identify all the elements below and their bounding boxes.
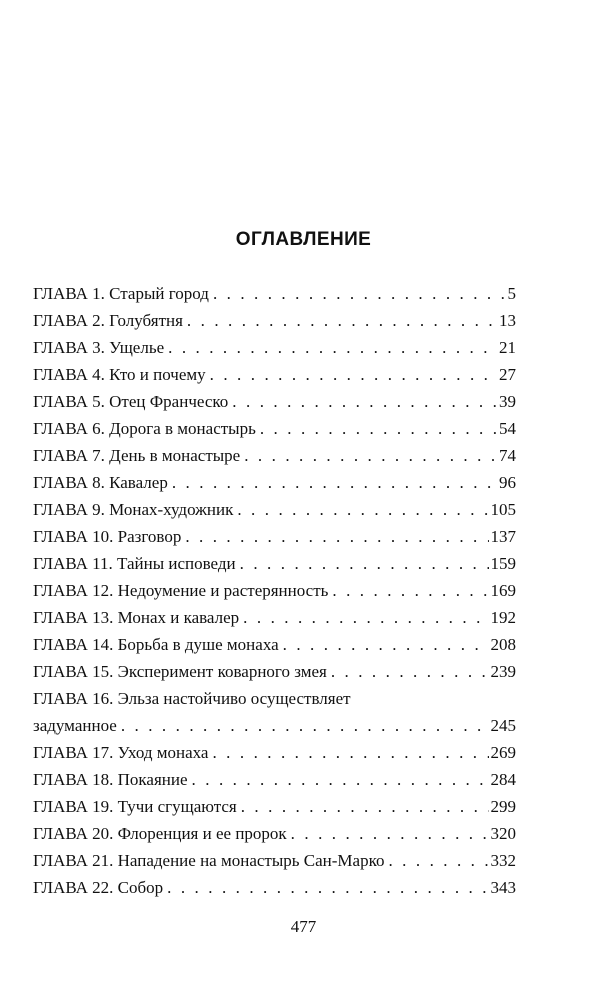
toc-entry-title: ГЛАВА 19. Тучи сгущаются <box>33 797 237 816</box>
toc-entry <box>33 550 516 577</box>
toc-entry-page: 269 <box>490 743 516 762</box>
dot-leader <box>192 766 489 793</box>
dot-leader <box>243 604 488 631</box>
toc-entry-title: ГЛАВА 1. Старый город <box>33 284 209 303</box>
toc-entry <box>33 577 516 604</box>
toc-entry-page: 159 <box>490 554 516 573</box>
dot-leader <box>232 388 497 415</box>
toc-entry <box>33 631 516 658</box>
toc-entry <box>33 280 516 307</box>
toc-entry-title: ГЛАВА 7. День в монастыре <box>33 446 241 465</box>
toc-entry <box>33 847 516 874</box>
dot-leader <box>168 334 497 361</box>
toc-entry <box>33 442 516 469</box>
toc-entry <box>33 685 516 739</box>
dot-leader <box>167 874 488 901</box>
toc-entry-page: 192 <box>490 608 516 627</box>
dot-leader <box>172 469 497 496</box>
dot-leader <box>332 577 488 604</box>
toc-entry <box>33 766 516 793</box>
toc-entry-page: 332 <box>490 851 516 870</box>
toc-entry-page: 21 <box>499 338 516 357</box>
toc-entry-page: 39 <box>499 392 516 411</box>
toc-entry-page: 245 <box>490 716 516 735</box>
dot-leader <box>331 658 489 685</box>
toc-entry-title: ГЛАВА 21. Нападение на монастырь Сан-Марко <box>33 851 385 870</box>
toc-entry-title: ГЛАВА 4. Кто и почему <box>33 365 206 384</box>
toc-entry-title: ГЛАВА 17. Уход монаха <box>33 743 209 762</box>
toc-entry <box>33 388 516 415</box>
toc-entry <box>33 658 516 685</box>
dot-leader <box>187 307 497 334</box>
toc-entry-title: ГЛАВА 5. Отец Франческо <box>33 392 229 411</box>
toc-entry-page: 299 <box>490 797 516 816</box>
toc-entry-title: ГЛАВА 22. Собор <box>33 878 164 897</box>
toc-entry <box>33 793 516 820</box>
toc-entry-page: 239 <box>490 662 516 681</box>
dot-leader <box>212 739 488 766</box>
toc-entry-page: 5 <box>507 284 516 303</box>
toc-entry-page: 284 <box>490 770 516 789</box>
toc-entry-page: 320 <box>490 824 516 843</box>
dot-leader <box>121 712 489 739</box>
toc-entry-page: 169 <box>490 581 516 600</box>
toc-entry-title: ГЛАВА 2. Голубятня <box>33 311 183 330</box>
toc-entry <box>33 334 516 361</box>
toc-entry-page: 137 <box>490 527 516 546</box>
toc-list <box>33 280 516 901</box>
dot-leader <box>240 550 489 577</box>
toc-entry <box>33 496 516 523</box>
toc-entry-page: 13 <box>499 311 516 330</box>
toc-entry-title: ГЛАВА 9. Монах-художник <box>33 500 234 519</box>
toc-entry-title: ГЛАВА 20. Флоренция и ее пророк <box>33 824 287 843</box>
toc-entry <box>33 523 516 550</box>
toc-entry-title: ГЛАВА 14. Борьба в душе монаха <box>33 635 279 654</box>
dot-leader <box>244 442 497 469</box>
dot-leader <box>388 847 488 874</box>
dot-leader <box>260 415 497 442</box>
toc-entry <box>33 469 516 496</box>
toc-entry-title: ГЛАВА 10. Разговор <box>33 527 182 546</box>
dot-leader <box>185 523 488 550</box>
toc-entry-title: ГЛАВА 8. Кавалер <box>33 473 168 492</box>
toc-entry-page: 343 <box>490 878 516 897</box>
dot-leader <box>291 820 489 847</box>
toc-heading: ОГЛАВЛЕНИЕ <box>235 229 372 250</box>
toc-entry <box>33 604 516 631</box>
dot-leader <box>237 496 488 523</box>
toc-entry <box>33 874 516 901</box>
toc-entry <box>33 820 516 847</box>
toc-entry-page: 27 <box>499 365 516 384</box>
toc-entry <box>33 361 516 388</box>
toc-entry-title: ГЛАВА 12. Недоумение и растерянность <box>33 581 329 600</box>
toc-entry-title-line2: задуманное <box>33 716 117 735</box>
toc-entry <box>33 739 516 766</box>
page-number: 477 <box>290 917 317 936</box>
toc-entry-page: 208 <box>490 635 516 654</box>
toc-entry <box>33 307 516 334</box>
dot-leader <box>210 361 497 388</box>
toc-entry-page: 74 <box>499 446 516 465</box>
toc-entry-title-line1: ГЛАВА 16. Эльза настойчиво осуществляет <box>33 689 351 708</box>
toc-entry <box>33 415 516 442</box>
toc-entry-page: 105 <box>490 500 516 519</box>
toc-entry-title: ГЛАВА 18. Покаяние <box>33 770 188 789</box>
toc-entry-page: 96 <box>499 473 516 492</box>
dot-leader <box>213 280 506 307</box>
toc-entry-title: ГЛАВА 15. Эксперимент коварного змея <box>33 662 327 681</box>
toc-entry-title: ГЛАВА 11. Тайны исповеди <box>33 554 236 573</box>
toc-entry-page: 54 <box>499 419 516 438</box>
dot-leader <box>241 793 489 820</box>
toc-entry-title: ГЛАВА 6. Дорога в монастырь <box>33 419 256 438</box>
toc-entry-title: ГЛАВА 3. Ущелье <box>33 338 165 357</box>
dot-leader <box>283 631 489 658</box>
toc-entry-title: ГЛАВА 13. Монах и кавалер <box>33 608 240 627</box>
